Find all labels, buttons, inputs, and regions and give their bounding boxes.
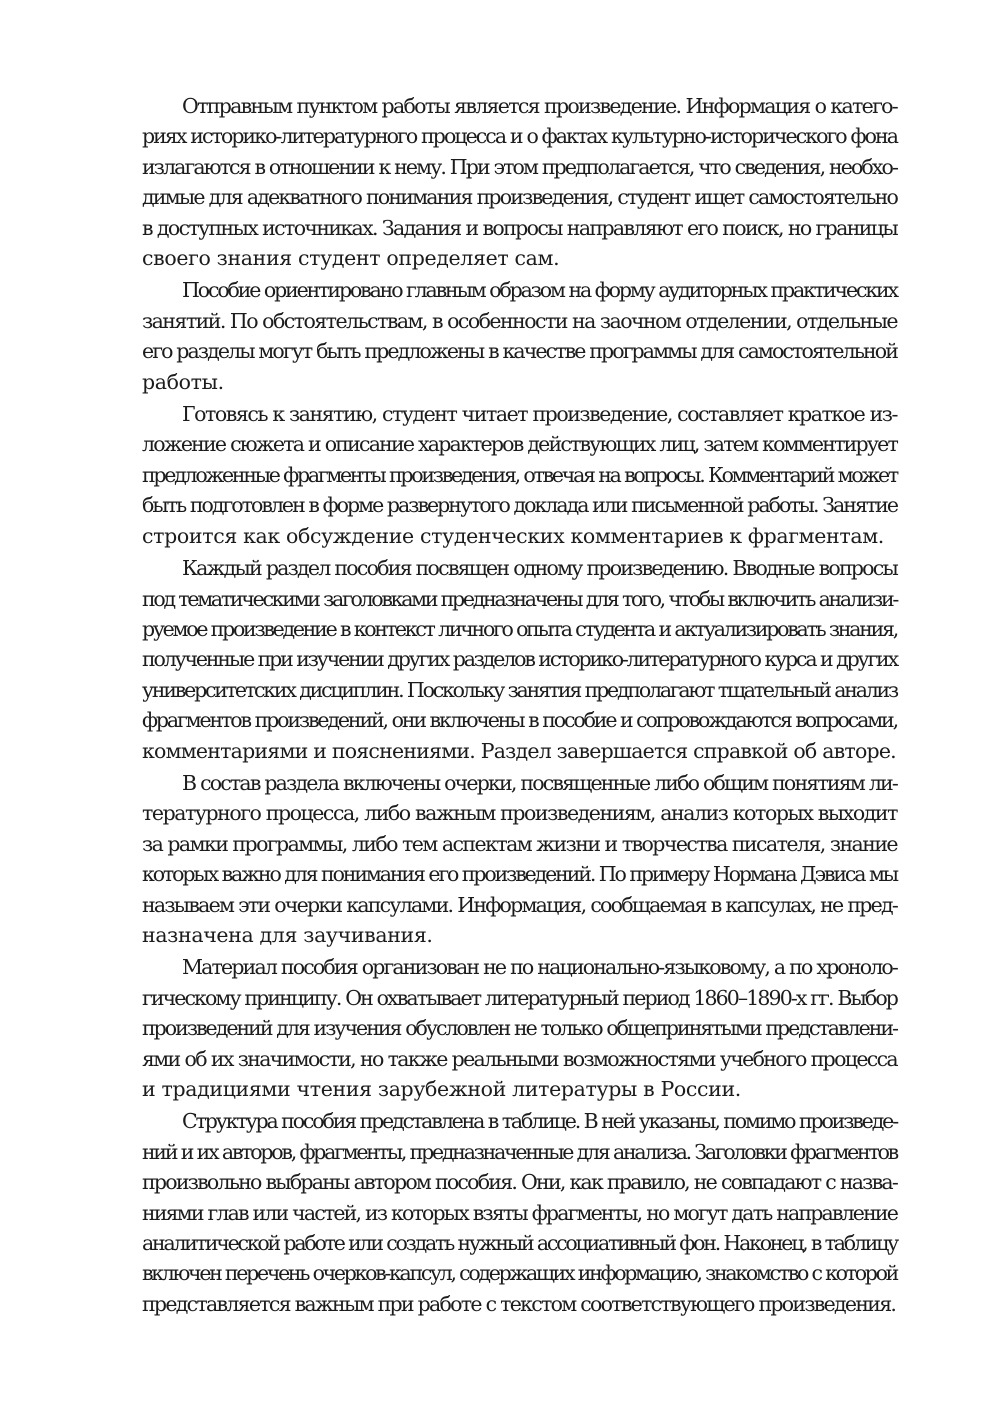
text-line: полученные при изучении других разделов историко-литературного курса и других xyxy=(142,647,897,672)
text-line: гическому принципу. Он охватывает литературный период 1860–1890-х гг. Выбор xyxy=(142,985,897,1010)
paragraph-6 xyxy=(102,952,897,1104)
text-line: под тематическими заголовками предназначены для того, чтобы включить анализи- xyxy=(142,586,897,611)
text-line: риях историко-литературного процесса и о фактах культурно-исторического фона xyxy=(142,124,897,149)
text-line: тературного процесса, либо важным произведениям, анализ которых выходит xyxy=(142,801,897,826)
text-line: включен перечень очерков-капсул, содержащих информацию, знакомство с которой xyxy=(142,1261,897,1286)
text-line: Пособие ориентировано главным образом на форму аудиторных практических xyxy=(182,278,897,303)
text-line: строится как обсуждение студенческих комментариев к фрагментам. xyxy=(142,523,884,548)
text-line: ями об их значимости, но также реальными возможностями учебного процесса xyxy=(142,1046,897,1071)
paragraph-3 xyxy=(102,399,897,551)
text-line: Материал пособия организован не по национально-языковому, а по хроноло- xyxy=(182,955,897,980)
paragraph-7 xyxy=(102,1106,897,1319)
text-line: Каждый раздел пособия посвящен одному произведению. Вводные вопросы xyxy=(182,556,897,581)
text-line: В состав раздела включены очерки, посвященные либо общим понятиям ли- xyxy=(182,770,897,795)
text-line: руемое произведение в контекст личного опыта студента и актуализировать знания, xyxy=(142,616,897,641)
text-line: своего знания студент определяет сам. xyxy=(142,246,560,271)
text-line: произвольно выбраны автором пособия. Они, как правило, не совпадают с назва- xyxy=(142,1170,897,1195)
text-line: занятий. По обстоятельствам, в особенности на заочном отделении, отдельные xyxy=(142,308,897,333)
paragraph-5 xyxy=(102,768,897,950)
text-line: ниями глав или частей, из которых взяты фрагменты, но могут дать направление xyxy=(142,1200,897,1225)
text-line: университетских дисциплин. Поскольку занятия предполагают тщательный анализ xyxy=(142,677,897,702)
text-line: работы. xyxy=(142,369,224,394)
text-line: называем эти очерки капсулами. Информация, сообщаемая в капсулах, не пред- xyxy=(142,892,897,917)
text-line: излагаются в отношении к нему. При этом предполагается, что сведения, необхо- xyxy=(142,154,897,179)
text-line: назначена для заучивания. xyxy=(142,922,433,947)
text-line: быть подготовлен в форме развернутого доклада или письменной работы. Занятие xyxy=(142,493,897,518)
text-line: Готовясь к занятию, студент читает произведение, составляет краткое из- xyxy=(182,402,897,427)
text-line: аналитической работе или создать нужный ассоциативный фон. Наконец, в таблицу xyxy=(142,1231,897,1256)
text-line: ний и их авторов, фрагменты, предназначенные для анализа. Заголовки фрагментов xyxy=(142,1139,897,1164)
text-line: в доступных источниках. Задания и вопросы направляют его поиск, но границы xyxy=(142,215,897,240)
text-line: Отправным пунктом работы является произведение. Информация о катего- xyxy=(182,94,897,118)
text-line: комментариями и пояснениями. Раздел завершается справкой об авторе. xyxy=(142,738,896,763)
text-line: произведений для изучения обусловлен не только общепринятыми представлени- xyxy=(142,1016,897,1041)
paragraph-2 xyxy=(102,275,897,397)
paragraph-4 xyxy=(102,553,897,766)
paragraph-1 xyxy=(102,91,897,273)
document-body xyxy=(102,91,897,1321)
text-line: Структура пособия представлена в таблице. В ней указаны, помимо произведе- xyxy=(182,1109,897,1134)
text-line: ложение сюжета и описание характеров действующих лиц, затем комментирует xyxy=(142,432,897,457)
text-line: фрагментов произведений, они включены в пособие и сопровождаются вопросами, xyxy=(142,708,897,733)
text-line: его разделы могут быть предложены в качестве программы для самостоятельной xyxy=(142,339,897,364)
text-line: которых важно для понимания его произведений. По примеру Нормана Дэвиса мы xyxy=(142,862,897,887)
text-line: димые для адекватного понимания произведения, студент ищет самостоятельно xyxy=(142,185,897,210)
text-line: и традициями чтения зарубежной литературы в России. xyxy=(142,1077,741,1101)
text-line: предложенные фрагменты произведения, отвечая на вопросы. Комментарий может xyxy=(142,462,897,487)
text-line: представляется важным при работе с текстом соответствующего произведения. xyxy=(142,1291,896,1316)
text-line: за рамки программы, либо тем аспектам жизни и творчества писателя, знание xyxy=(142,831,897,856)
